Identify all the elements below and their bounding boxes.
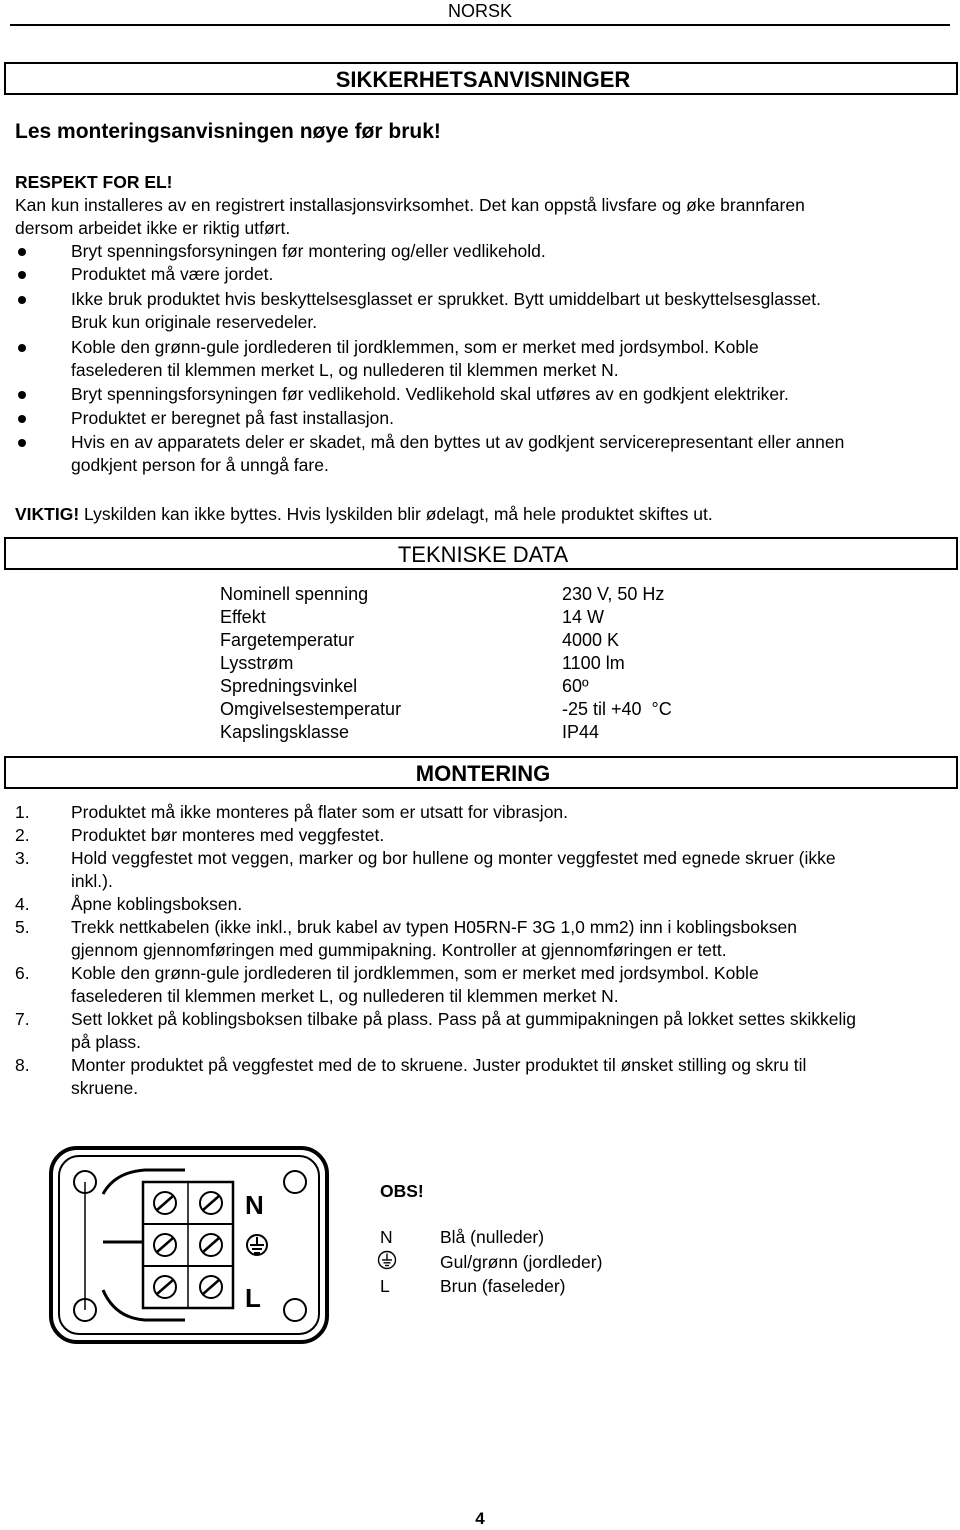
step-text: Åpne koblingsboksen.	[71, 894, 243, 914]
important-text: Lyskilden kan ikke byttes. Hvis lyskilden blir ødelagt, må hele produktet skiftes ut.	[79, 504, 713, 524]
respect-heading: RESPEKT FOR EL!	[15, 172, 173, 192]
spec-value: 4000 K	[562, 630, 620, 650]
step-number: 1.	[15, 802, 30, 822]
language-header: NORSK	[447, 1, 512, 21]
bullet-item: Bryt spenningsforsyningen før vedlikehold. Vedlikehold skal utføres av en godkjent elektriker.	[71, 384, 789, 404]
spec-value: 1100 lm	[562, 653, 625, 673]
step-text: Koble den grønn-gule jordlederen til jordklemmen, som er merket med jordsymbol. Koble	[71, 963, 759, 983]
legend-text: Brun (faseleder)	[440, 1276, 566, 1296]
technical-title: TEKNISKE DATA	[397, 542, 569, 567]
legend-symbol-l: L	[380, 1276, 390, 1296]
page-number: 4	[475, 1509, 485, 1528]
important-label: VIKTIG!	[15, 504, 80, 524]
bullet-item-continuation: godkjent person for å unngå fare.	[71, 455, 329, 475]
bullet-marker	[18, 391, 26, 399]
safety-title: SIKKERHETSANVISNINGER	[335, 67, 631, 92]
read-before-use-heading: Les monteringsanvisningen nøye før bruk!	[15, 120, 441, 143]
step-text-continuation: gjennom gjennomføringen med gummipakning. Kontroller at gjennomføringen er tett.	[71, 940, 727, 960]
spec-value: IP44	[562, 722, 600, 742]
step-text-continuation: inkl.).	[71, 871, 113, 891]
spec-value: 230 V, 50 Hz	[562, 584, 665, 604]
bullet-marker	[18, 439, 26, 447]
note-title: OBS!	[380, 1181, 424, 1201]
legend-text: Blå (nulleder)	[440, 1227, 545, 1247]
step-number: 7.	[15, 1009, 30, 1029]
bullet-item: Ikke bruk produktet hvis beskyttelsesglasset er sprukket. Bytt umiddelbart ut beskyttelsesglasset.	[71, 289, 821, 309]
legend-symbol-n: N	[380, 1227, 393, 1247]
step-text: Sett lokket på koblingsboksen tilbake på plass. Pass på at gummipakningen på lokket settes skikkelig	[71, 1009, 857, 1029]
step-number: 5.	[15, 917, 30, 937]
step-text: Hold veggfestet mot veggen, marker og bor hullene og monter veggfestet med egnede skruer (ikke	[71, 848, 836, 868]
step-text: Trekk nettkabelen (ikke inkl., bruk kabel av typen H05RN-F 3G 1,0 mm2) inn i koblingsboksen	[71, 917, 797, 937]
spec-label: Fargetemperatur	[220, 630, 355, 650]
bullet-marker	[18, 271, 26, 279]
step-text: Monter produktet på veggfestet med de to skruene. Juster produktet til ønsket stilling og skru til	[71, 1055, 807, 1075]
intro-line-1: Kan kun installeres av en registrert installasjonsvirksomhet. Det kan oppstå livsfare og øke brannfaren	[15, 195, 805, 215]
intro-line-2: dersom arbeidet ikke er riktig utført.	[15, 218, 291, 238]
bullet-item: Produktet er beregnet på fast installasjon.	[71, 408, 394, 428]
diagram-label-n: N	[245, 1190, 264, 1220]
bullet-marker	[18, 344, 26, 352]
important-note	[15, 503, 713, 527]
mounting-title-box	[4, 756, 958, 789]
step-number: 6.	[15, 963, 30, 983]
wire-legend	[0, 1226, 960, 1301]
legend-text: Gul/grønn (jordleder)	[440, 1252, 603, 1272]
spec-label: Spredningsvinkel	[220, 676, 358, 696]
bullet-item-continuation: Bruk kun originale reservedeler.	[71, 312, 318, 332]
step-text: Produktet bør monteres med veggfestet.	[71, 825, 385, 845]
bullet-marker	[18, 296, 26, 304]
step-text-continuation: skruene.	[71, 1078, 139, 1098]
bullet-marker	[18, 415, 26, 423]
spec-label: Omgivelsestemperatur	[220, 699, 402, 719]
technical-title-box	[4, 537, 958, 570]
bullet-item: Koble den grønn-gule jordlederen til jordklemmen, som er merket med jordsymbol. Koble	[71, 337, 759, 357]
safety-bullet-list	[0, 240, 960, 480]
spec-value: -25 til +40 °C	[562, 699, 672, 719]
mounting-steps	[0, 801, 960, 1101]
earth-symbol-icon	[377, 1250, 397, 1270]
step-text-continuation: på plass.	[71, 1032, 142, 1052]
step-number: 8.	[15, 1055, 30, 1075]
spec-table	[0, 583, 960, 748]
step-number: 3.	[15, 848, 30, 868]
step-number: 4.	[15, 894, 30, 914]
bullet-item: Hvis en av apparatets deler er skadet, må den byttes ut av godkjent servicerepresentant eller annen	[71, 432, 845, 452]
header-divider	[10, 24, 950, 26]
bullet-item-continuation: faselederen til klemmen merket L, og nullederen til klemmen merket N.	[71, 360, 619, 380]
spec-value: 60º	[562, 676, 589, 696]
spec-value: 14 W	[562, 607, 605, 627]
spec-label: Kapslingsklasse	[220, 722, 350, 742]
diagram-label-l: L	[245, 1283, 261, 1313]
bullet-item: Bryt spenningsforsyningen før montering og/eller vedlikehold.	[71, 241, 546, 261]
spec-label: Effekt	[220, 607, 266, 627]
mounting-title: MONTERING	[415, 761, 551, 786]
bullet-marker	[18, 248, 26, 256]
bullet-item: Produktet må være jordet.	[71, 264, 274, 284]
spec-label: Lysstrøm	[220, 653, 294, 673]
step-text-continuation: faselederen til klemmen merket L, og nullederen til klemmen merket N.	[71, 986, 619, 1006]
safety-title-box	[4, 62, 958, 95]
step-number: 2.	[15, 825, 30, 845]
spec-label: Nominell spenning	[220, 584, 369, 604]
step-text: Produktet må ikke monteres på flater som er utsatt for vibrasjon.	[71, 802, 569, 822]
